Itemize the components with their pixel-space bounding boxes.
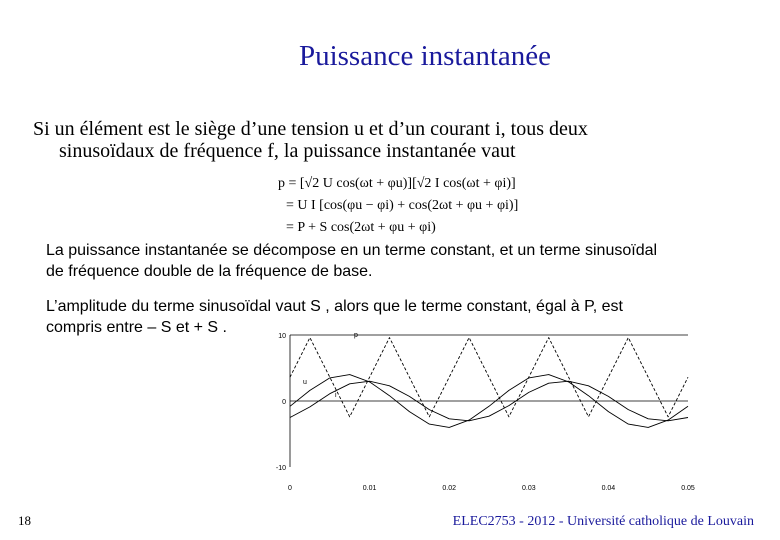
annotation-p: p <box>354 332 358 339</box>
y-tick-label: -10 <box>275 465 286 472</box>
x-tick-label: 0.03 <box>521 485 536 492</box>
slide-title: Puissance instantanée <box>298 40 552 72</box>
y-tick-label: 10 <box>278 333 286 340</box>
paragraph-decomposition <box>46 240 746 282</box>
paragraph-1-line-1: La puissance instantanée se décompose en un terme constant, et un terme sinusoïdal <box>46 242 658 259</box>
paragraph-1-line-2: de fréquence double de la fréquence de base. <box>46 263 373 280</box>
intro-text <box>33 118 673 162</box>
x-tick-label: 0.02 <box>442 485 457 492</box>
annotation-u: u <box>303 379 307 386</box>
paragraph-2-line-1: L’amplitude du terme sinusoïdal vaut S , alors que le terme constant, égal à P, est <box>46 298 623 315</box>
x-tick-label: 0.05 <box>681 485 695 492</box>
power-equations <box>276 170 566 240</box>
y-tick-label: 0 <box>282 399 286 406</box>
x-tick-label: 0.01 <box>362 485 377 492</box>
x-tick-label: 0.04 <box>601 485 616 492</box>
intro-line-2: sinusoïdaux de fréquence f, la puissance instantanée vaut <box>59 140 516 162</box>
x-tick-label: 0 <box>288 485 292 492</box>
annotation-i: i <box>335 392 337 399</box>
equation-line-1: p = [√2 U cos(ωt + φu)][√2 I cos(ωt + φi)] <box>278 176 516 191</box>
series-line-p <box>290 338 688 417</box>
slide-number: 18 <box>18 513 31 528</box>
equation-line-3: = P + S cos(2ωt + φu + φi) <box>286 220 436 235</box>
intro-line-1: Si un élément est le siège d’une tension u et d’un courant i, tous deux <box>33 118 588 140</box>
waveform-chart <box>266 325 706 495</box>
equation-line-2: = U I [cos(φu − φi) + cos(2ωt + φu + φi)] <box>286 198 519 213</box>
footer-text: ELEC2753 - 2012 - Université catholique de Louvain <box>452 514 754 529</box>
paragraph-2-line-2: compris entre – S et + S . <box>46 319 227 336</box>
